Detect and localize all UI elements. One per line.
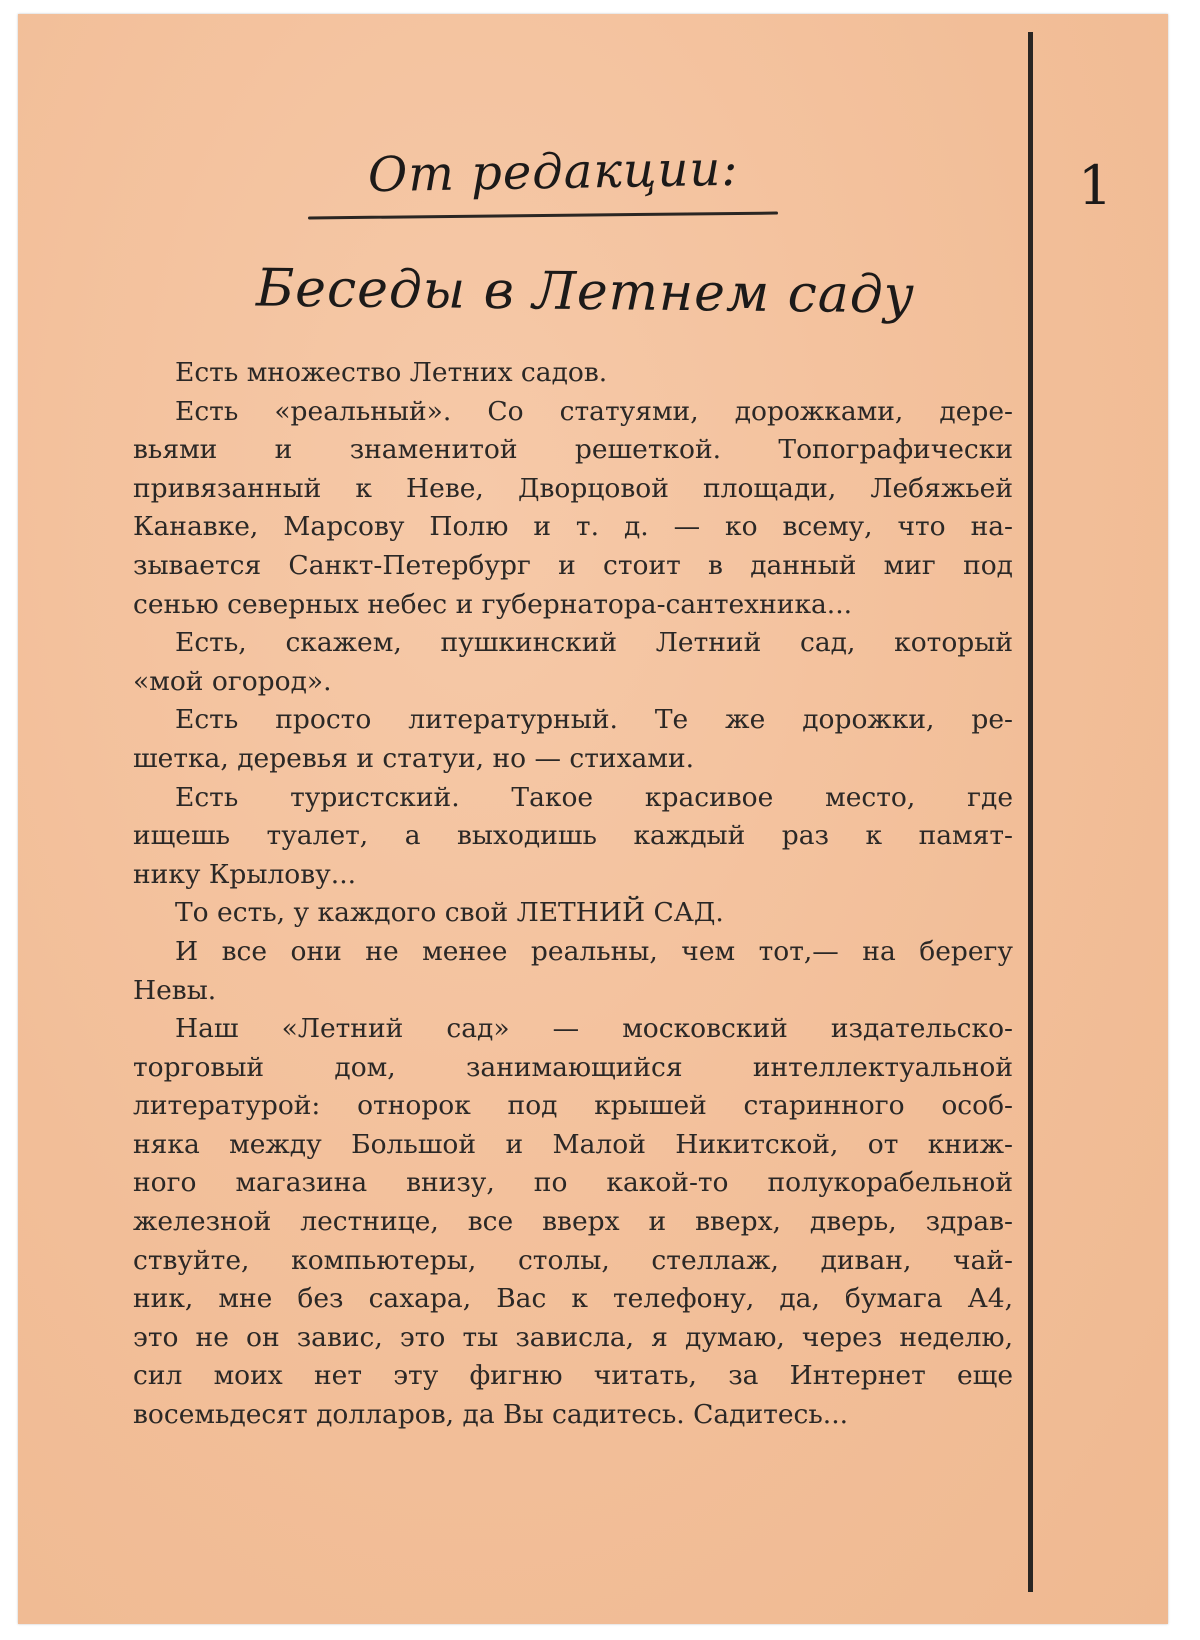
paragraph (133, 933, 1013, 1010)
margin-rule-line (1028, 32, 1033, 1592)
text-line: сил моих нет эту фигню читать, за Интернет еще (133, 1360, 1013, 1392)
text-line: То есть, у каждого свой ЛЕТНИЙ САД. (175, 897, 724, 929)
text-line: это не он завис, это ты зависла, я думаю, через неделю, (133, 1321, 1013, 1353)
handwritten-title: От редакции: (367, 140, 739, 204)
text-line: Есть просто литературный. Те же дорожки, ре- (175, 704, 1013, 736)
body-text (133, 354, 1013, 1435)
text-line: вьями и знаменитой решеткой. Топографически (133, 434, 1013, 466)
text-line: И все они не менее реальны, чем тот,— на берегу (175, 935, 1013, 967)
text-line: шетка, деревья и статуи, но — стихами. (133, 742, 695, 774)
text-line: ствуйте, компьютеры, столы, стеллаж, диван, чай- (133, 1244, 1013, 1276)
text-line: ник, мне без сахара, Вас к телефону, да, бумага А4, (133, 1283, 1013, 1315)
text-line: литературой: отнорок под крышей старинного особ- (133, 1090, 1013, 1122)
text-line: Есть, скажем, пушкинский Летний сад, который (175, 627, 1013, 659)
text-line: Наш «Летний сад» — московский издательско- (175, 1013, 1013, 1045)
paragraph (133, 1010, 1013, 1435)
paragraph (133, 354, 1013, 393)
text-line: няка между Большой и Малой Никитской, от книж- (133, 1128, 1013, 1160)
paragraph (133, 894, 1013, 933)
text-line: привязанный к Неве, Дворцовой площади, Лебяжьей (133, 472, 1013, 504)
text-line: железной лестнице, все вверх и вверх, дверь, здрав- (133, 1206, 1013, 1238)
text-line: сенью северных небес и губернатора-сантехника... (133, 588, 853, 620)
text-line: торговый дом, занимающийся интеллектуальной (133, 1051, 1013, 1083)
text-line: Есть «реальный». Со статуями, дорожками, дере- (175, 395, 1013, 427)
text-line: ищешь туалет, а выходишь каждый раз к памят- (133, 820, 1013, 852)
text-line: ного магазина внизу, по какой-то полукорабельной (133, 1167, 1013, 1199)
page-sheet (18, 14, 1168, 1624)
handwritten-subtitle: Беседы в Летнем саду (255, 258, 916, 326)
text-line: Есть туристский. Такое красивое место, где (175, 781, 1013, 813)
text-line: нику Крылову... (133, 858, 357, 890)
paragraph (133, 393, 1013, 625)
text-line: «мой огород». (133, 665, 332, 697)
text-line: Канавке, Марсову Полю и т. д. — ко всему, что на- (133, 511, 1013, 543)
paragraph (133, 624, 1013, 701)
paragraph (133, 779, 1013, 895)
text-line: восемьдесят долларов, да Вы садитесь. Садитесь... (133, 1399, 849, 1431)
title-underline (308, 212, 778, 220)
paragraph (133, 701, 1013, 778)
handwritten-page-number: 1 (1078, 154, 1113, 217)
text-line: зывается Санкт-Петербург и стоит в данный миг под (133, 549, 1013, 581)
text-line: Есть множество Летних садов. (175, 357, 608, 388)
text-line: Невы. (133, 974, 217, 1006)
